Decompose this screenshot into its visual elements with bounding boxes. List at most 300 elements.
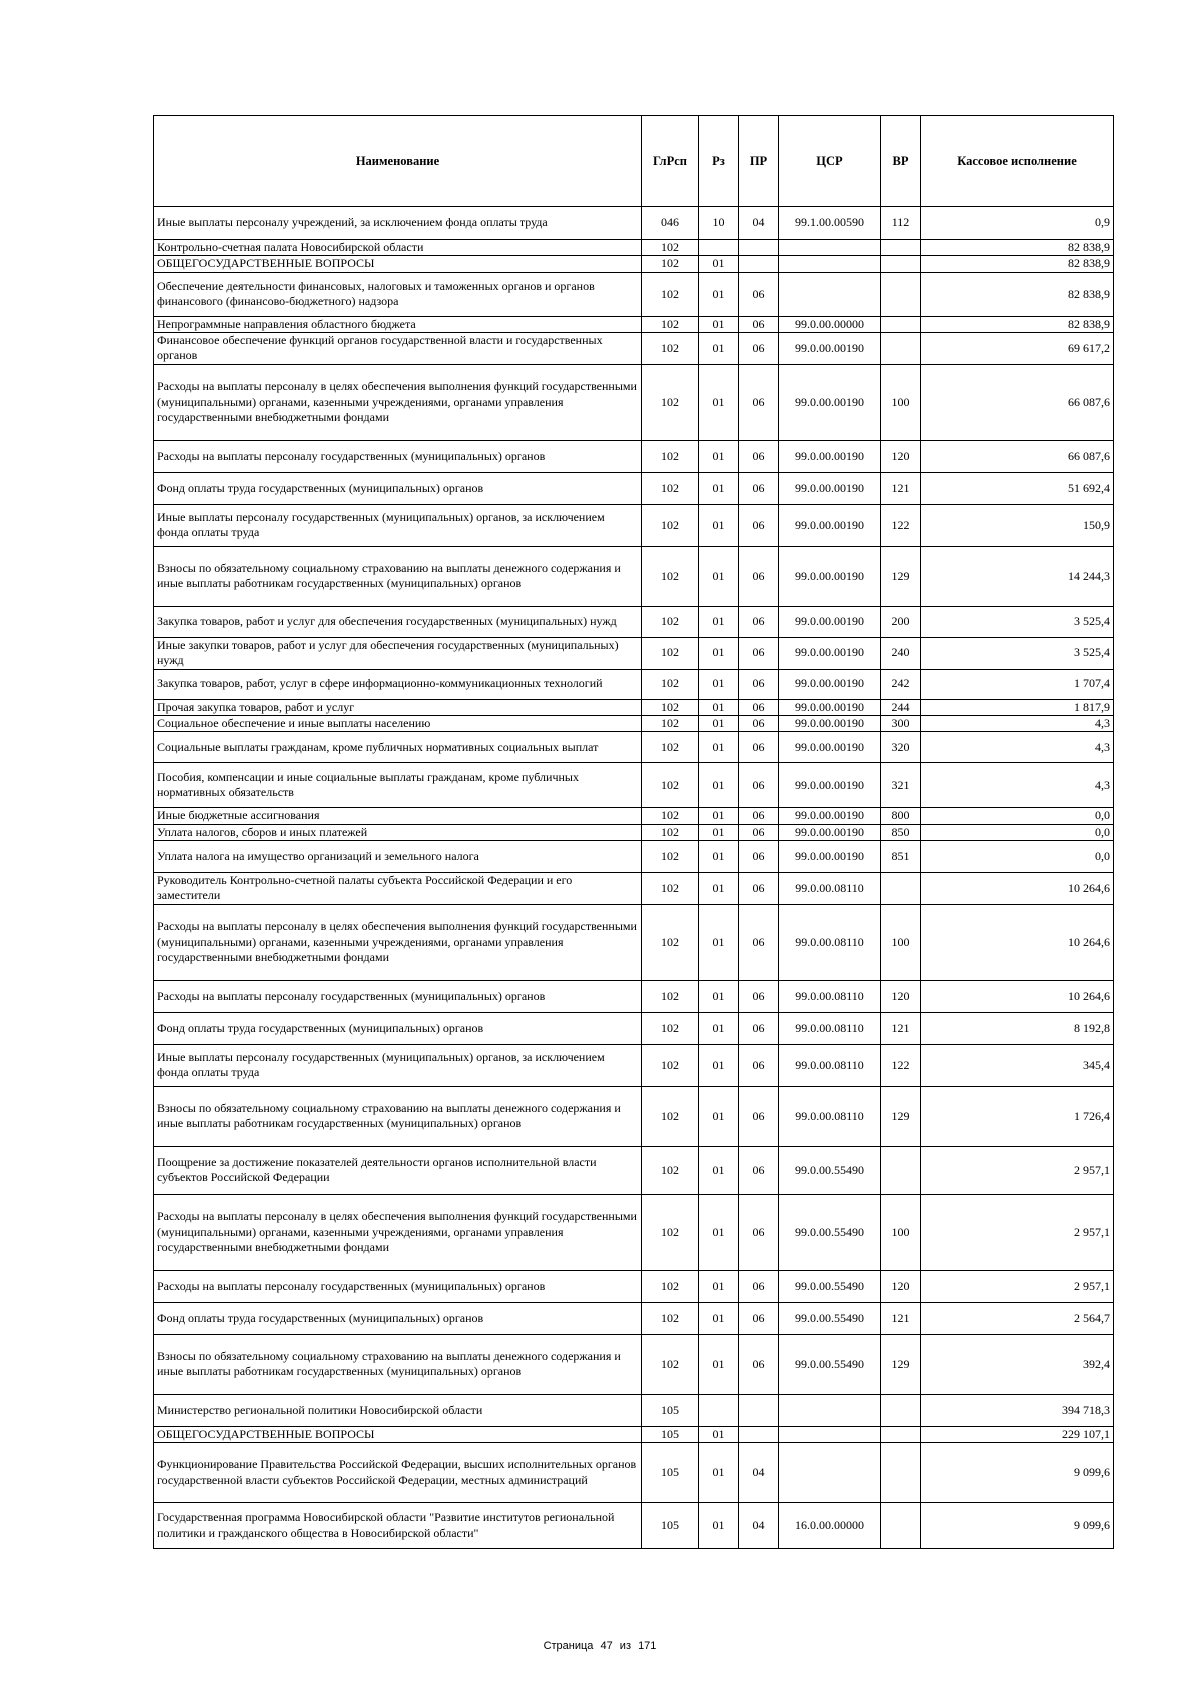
cell-amount: 394 718,3	[921, 1394, 1114, 1426]
cell-name: Расходы на выплаты персоналу государственных (муниципальных) органов	[154, 1270, 642, 1302]
cell-glrsp: 102	[642, 606, 699, 637]
table-row	[154, 872, 1114, 904]
cell-pr: 06	[739, 1086, 779, 1146]
cell-glrsp: 102	[642, 504, 699, 546]
cell-amount: 10 264,6	[921, 980, 1114, 1012]
cell-glrsp: 102	[642, 256, 699, 272]
cell-vr: 321	[881, 763, 921, 808]
cell-name: Взносы по обязательному социальному страхованию на выплаты денежного содержания и иные выплаты работникам государственных (муниципальных) органов	[154, 1086, 642, 1146]
cell-glrsp: 102	[642, 440, 699, 472]
cell-glrsp: 102	[642, 240, 699, 256]
cell-pr: 04	[739, 1443, 779, 1503]
cell-vr: 121	[881, 472, 921, 504]
cell-csr: 99.0.00.00190	[779, 333, 881, 365]
cell-rz: 01	[699, 333, 739, 365]
cell-amount: 2 957,1	[921, 1270, 1114, 1302]
cell-name: Расходы на выплаты персоналу в целях обеспечения выполнения функций государственными (муниципальными) органами, казенными учреждениями, органами управления государственными внебюджетными фондами	[154, 904, 642, 980]
cell-vr: 120	[881, 980, 921, 1012]
cell-vr: 112	[881, 207, 921, 240]
cell-pr: 06	[739, 606, 779, 637]
table-row	[154, 1194, 1114, 1270]
cell-name: Пособия, компенсации и иные социальные выплаты гражданам, кроме публичных нормативных обязательств	[154, 763, 642, 808]
cell-pr	[739, 240, 779, 256]
cell-rz: 01	[699, 272, 739, 316]
cell-csr	[779, 1426, 881, 1442]
cell-vr	[881, 256, 921, 272]
cell-vr	[881, 1503, 921, 1549]
cell-amount: 2 564,7	[921, 1302, 1114, 1334]
cell-rz: 01	[699, 732, 739, 763]
cell-csr: 99.0.00.00190	[779, 504, 881, 546]
cell-vr: 120	[881, 1270, 921, 1302]
cell-amount: 1 707,4	[921, 669, 1114, 699]
cell-amount: 150,9	[921, 504, 1114, 546]
cell-name: Уплата налога на имущество организаций и земельного налога	[154, 840, 642, 872]
cell-vr	[881, 272, 921, 316]
cell-vr	[881, 240, 921, 256]
cell-pr: 04	[739, 1503, 779, 1549]
table-row	[154, 763, 1114, 808]
cell-rz: 01	[699, 1194, 739, 1270]
cell-csr	[779, 1443, 881, 1503]
cell-csr: 99.0.00.00190	[779, 472, 881, 504]
cell-glrsp: 102	[642, 1146, 699, 1194]
table-row	[154, 840, 1114, 872]
cell-csr: 99.0.00.00190	[779, 606, 881, 637]
cell-pr: 06	[739, 732, 779, 763]
cell-csr: 99.0.00.00190	[779, 364, 881, 440]
header-pr: ПР	[739, 116, 779, 207]
cell-pr: 06	[739, 763, 779, 808]
cell-amount: 2 957,1	[921, 1146, 1114, 1194]
cell-amount: 4,3	[921, 763, 1114, 808]
cell-pr: 06	[739, 699, 779, 715]
cell-csr: 99.0.00.00190	[779, 546, 881, 606]
cell-amount: 4,3	[921, 732, 1114, 763]
header-rz: Рз	[699, 116, 739, 207]
table-row	[154, 1012, 1114, 1044]
page-footer	[0, 1640, 1200, 1652]
cell-amount: 3 525,4	[921, 606, 1114, 637]
cell-vr	[881, 1426, 921, 1442]
cell-rz: 01	[699, 669, 739, 699]
cell-glrsp: 102	[642, 1334, 699, 1394]
cell-csr	[779, 256, 881, 272]
cell-amount: 82 838,9	[921, 240, 1114, 256]
cell-glrsp: 102	[642, 715, 699, 731]
cell-name: Расходы на выплаты персоналу государственных (муниципальных) органов	[154, 440, 642, 472]
cell-glrsp: 105	[642, 1394, 699, 1426]
cell-csr	[779, 240, 881, 256]
cell-glrsp: 102	[642, 808, 699, 824]
cell-csr	[779, 272, 881, 316]
cell-vr: 300	[881, 715, 921, 731]
cell-csr: 99.0.00.00190	[779, 715, 881, 731]
cell-glrsp: 105	[642, 1426, 699, 1442]
cell-amount: 392,4	[921, 1334, 1114, 1394]
cell-rz: 01	[699, 808, 739, 824]
cell-amount: 1 817,9	[921, 699, 1114, 715]
table-row	[154, 1503, 1114, 1549]
budget-execution-table	[153, 115, 1114, 1549]
cell-rz: 01	[699, 715, 739, 731]
cell-glrsp: 102	[642, 364, 699, 440]
cell-rz: 01	[699, 980, 739, 1012]
cell-glrsp: 102	[642, 1194, 699, 1270]
cell-amount: 0,0	[921, 824, 1114, 840]
table-row	[154, 440, 1114, 472]
cell-amount: 9 099,6	[921, 1503, 1114, 1549]
cell-amount: 82 838,9	[921, 316, 1114, 332]
cell-name: Финансовое обеспечение функций органов государственной власти и государственных органов	[154, 333, 642, 365]
cell-csr: 99.0.00.00190	[779, 763, 881, 808]
cell-vr: 851	[881, 840, 921, 872]
cell-name: Контрольно-счетная палата Новосибирской области	[154, 240, 642, 256]
cell-pr: 06	[739, 808, 779, 824]
cell-pr: 06	[739, 440, 779, 472]
cell-pr	[739, 1394, 779, 1426]
table-row	[154, 732, 1114, 763]
cell-vr: 129	[881, 1334, 921, 1394]
cell-pr: 06	[739, 1194, 779, 1270]
table-row	[154, 1146, 1114, 1194]
header-amount: Кассовое исполнение	[921, 116, 1114, 207]
table-row	[154, 472, 1114, 504]
cell-glrsp: 102	[642, 980, 699, 1012]
cell-csr: 99.0.00.00190	[779, 637, 881, 669]
cell-name: Иные закупки товаров, работ и услуг для обеспечения государственных (муниципальных) нужд	[154, 637, 642, 669]
cell-vr: 121	[881, 1012, 921, 1044]
table-row	[154, 808, 1114, 824]
cell-csr: 99.0.00.08110	[779, 904, 881, 980]
cell-rz: 01	[699, 840, 739, 872]
footer-label: Страница	[543, 1640, 594, 1652]
cell-glrsp: 102	[642, 472, 699, 504]
cell-amount: 10 264,6	[921, 904, 1114, 980]
cell-name: ОБЩЕГОСУДАРСТВЕННЫЕ ВОПРОСЫ	[154, 256, 642, 272]
cell-pr: 06	[739, 715, 779, 731]
cell-vr	[881, 316, 921, 332]
cell-pr	[739, 256, 779, 272]
cell-rz: 01	[699, 824, 739, 840]
cell-csr: 99.0.00.55490	[779, 1302, 881, 1334]
cell-name: Обеспечение деятельности финансовых, налоговых и таможенных органов и органов финансового (финансово-бюджетного) надзора	[154, 272, 642, 316]
table-row	[154, 606, 1114, 637]
footer-of: из	[619, 1640, 631, 1652]
cell-glrsp: 102	[642, 1302, 699, 1334]
table-row	[154, 272, 1114, 316]
cell-pr: 06	[739, 472, 779, 504]
cell-glrsp: 046	[642, 207, 699, 240]
cell-csr: 99.0.00.08110	[779, 1086, 881, 1146]
table-row	[154, 824, 1114, 840]
cell-rz: 01	[699, 316, 739, 332]
cell-pr: 06	[739, 1044, 779, 1086]
header-glrsp: ГлРсп	[642, 116, 699, 207]
cell-rz: 01	[699, 1302, 739, 1334]
cell-amount: 345,4	[921, 1044, 1114, 1086]
cell-csr: 99.0.00.55490	[779, 1334, 881, 1394]
cell-pr: 06	[739, 316, 779, 332]
table-row	[154, 207, 1114, 240]
cell-amount: 66 087,6	[921, 440, 1114, 472]
header-vr: ВР	[881, 116, 921, 207]
cell-pr: 06	[739, 546, 779, 606]
cell-pr: 06	[739, 872, 779, 904]
cell-vr: 122	[881, 1044, 921, 1086]
cell-rz: 01	[699, 872, 739, 904]
cell-rz	[699, 1394, 739, 1426]
cell-glrsp: 102	[642, 840, 699, 872]
cell-name: Расходы на выплаты персоналу в целях обеспечения выполнения функций государственными (муниципальными) органами, казенными учреждениями, органами управления государственными внебюджетными фондами	[154, 1194, 642, 1270]
cell-glrsp: 102	[642, 872, 699, 904]
cell-pr: 04	[739, 207, 779, 240]
table-row	[154, 240, 1114, 256]
cell-rz: 01	[699, 472, 739, 504]
cell-rz: 01	[699, 364, 739, 440]
cell-rz: 01	[699, 904, 739, 980]
cell-rz: 01	[699, 763, 739, 808]
cell-name: Закупка товаров, работ, услуг в сфере информационно-коммуникационных технологий	[154, 669, 642, 699]
cell-vr: 200	[881, 606, 921, 637]
cell-glrsp: 102	[642, 699, 699, 715]
cell-pr: 06	[739, 1270, 779, 1302]
cell-csr: 99.0.00.08110	[779, 1044, 881, 1086]
cell-pr: 06	[739, 904, 779, 980]
cell-rz	[699, 240, 739, 256]
cell-csr: 99.0.00.55490	[779, 1194, 881, 1270]
cell-csr: 99.0.00.00190	[779, 699, 881, 715]
cell-glrsp: 102	[642, 1086, 699, 1146]
cell-glrsp: 102	[642, 637, 699, 669]
cell-pr: 06	[739, 504, 779, 546]
cell-vr: 850	[881, 824, 921, 840]
cell-csr: 16.0.00.00000	[779, 1503, 881, 1549]
table-row	[154, 699, 1114, 715]
cell-rz: 01	[699, 637, 739, 669]
cell-amount: 10 264,6	[921, 872, 1114, 904]
cell-name: Социальное обеспечение и иные выплаты населению	[154, 715, 642, 731]
cell-amount: 0,9	[921, 207, 1114, 240]
cell-name: Фонд оплаты труда государственных (муниципальных) органов	[154, 472, 642, 504]
cell-name: Уплата налогов, сборов и иных платежей	[154, 824, 642, 840]
cell-vr: 800	[881, 808, 921, 824]
table-body	[154, 207, 1114, 1549]
cell-csr: 99.0.00.00190	[779, 824, 881, 840]
header-csr: ЦСР	[779, 116, 881, 207]
cell-rz: 01	[699, 1044, 739, 1086]
cell-amount: 3 525,4	[921, 637, 1114, 669]
cell-vr: 121	[881, 1302, 921, 1334]
table-row	[154, 1302, 1114, 1334]
cell-vr	[881, 1443, 921, 1503]
table-row	[154, 256, 1114, 272]
cell-vr: 240	[881, 637, 921, 669]
cell-amount: 8 192,8	[921, 1012, 1114, 1044]
cell-amount: 9 099,6	[921, 1443, 1114, 1503]
cell-amount: 4,3	[921, 715, 1114, 731]
footer-page-number: 47	[600, 1640, 613, 1652]
cell-name: ОБЩЕГОСУДАРСТВЕННЫЕ ВОПРОСЫ	[154, 1426, 642, 1442]
cell-csr: 99.0.00.00190	[779, 732, 881, 763]
cell-name: Прочая закупка товаров, работ и услуг	[154, 699, 642, 715]
cell-csr: 99.1.00.00590	[779, 207, 881, 240]
cell-vr: 129	[881, 1086, 921, 1146]
cell-name: Иные бюджетные ассигнования	[154, 808, 642, 824]
cell-vr	[881, 1394, 921, 1426]
cell-amount: 1 726,4	[921, 1086, 1114, 1146]
cell-csr: 99.0.00.08110	[779, 1012, 881, 1044]
cell-rz: 01	[699, 1012, 739, 1044]
cell-name: Функционирование Правительства Российской Федерации, высших исполнительных органов государственной власти субъектов Российской Федерации, местных администраций	[154, 1443, 642, 1503]
table-row	[154, 504, 1114, 546]
cell-amount: 51 692,4	[921, 472, 1114, 504]
table-row	[154, 364, 1114, 440]
cell-name: Иные выплаты персоналу учреждений, за исключением фонда оплаты труда	[154, 207, 642, 240]
cell-csr: 99.0.00.55490	[779, 1270, 881, 1302]
header-name: Наименование	[154, 116, 642, 207]
cell-pr: 06	[739, 272, 779, 316]
cell-rz: 01	[699, 606, 739, 637]
cell-amount: 0,0	[921, 808, 1114, 824]
cell-rz: 01	[699, 256, 739, 272]
cell-pr: 06	[739, 1012, 779, 1044]
cell-name: Иные выплаты персоналу государственных (муниципальных) органов, за исключением фонда оплаты труда	[154, 504, 642, 546]
cell-csr: 99.0.00.00190	[779, 840, 881, 872]
table-row	[154, 316, 1114, 332]
cell-rz: 01	[699, 1086, 739, 1146]
table-row	[154, 1044, 1114, 1086]
table-row	[154, 1270, 1114, 1302]
cell-pr: 06	[739, 840, 779, 872]
cell-pr: 06	[739, 637, 779, 669]
cell-vr: 120	[881, 440, 921, 472]
cell-vr: 242	[881, 669, 921, 699]
cell-vr: 122	[881, 504, 921, 546]
table-row	[154, 1394, 1114, 1426]
cell-csr: 99.0.00.00190	[779, 669, 881, 699]
cell-glrsp: 105	[642, 1503, 699, 1549]
cell-glrsp: 102	[642, 333, 699, 365]
cell-name: Государственная программа Новосибирской области "Развитие институтов региональной политики и гражданского общества в Новосибирской области"	[154, 1503, 642, 1549]
cell-rz: 01	[699, 1146, 739, 1194]
cell-pr: 06	[739, 333, 779, 365]
table-row	[154, 980, 1114, 1012]
cell-vr: 320	[881, 732, 921, 763]
cell-glrsp: 102	[642, 1012, 699, 1044]
cell-pr	[739, 1426, 779, 1442]
cell-amount: 82 838,9	[921, 256, 1114, 272]
cell-rz: 01	[699, 1334, 739, 1394]
cell-name: Министерство региональной политики Новосибирской области	[154, 1394, 642, 1426]
footer-total-pages: 171	[638, 1640, 657, 1652]
cell-name: Непрограммные направления областного бюджета	[154, 316, 642, 332]
table-row	[154, 333, 1114, 365]
cell-name: Расходы на выплаты персоналу государственных (муниципальных) органов	[154, 980, 642, 1012]
cell-name: Руководитель Контрольно-счетной палаты субъекта Российской Федерации и его заместители	[154, 872, 642, 904]
cell-rz: 01	[699, 1503, 739, 1549]
cell-vr	[881, 872, 921, 904]
cell-name: Фонд оплаты труда государственных (муниципальных) органов	[154, 1012, 642, 1044]
cell-pr: 06	[739, 980, 779, 1012]
cell-name: Фонд оплаты труда государственных (муниципальных) органов	[154, 1302, 642, 1334]
cell-amount: 82 838,9	[921, 272, 1114, 316]
cell-glrsp: 102	[642, 824, 699, 840]
cell-vr: 100	[881, 364, 921, 440]
cell-name: Взносы по обязательному социальному страхованию на выплаты денежного содержания и иные выплаты работникам государственных (муниципальных) органов	[154, 1334, 642, 1394]
cell-rz: 01	[699, 1270, 739, 1302]
cell-vr	[881, 333, 921, 365]
cell-csr: 99.0.00.00190	[779, 440, 881, 472]
cell-pr: 06	[739, 669, 779, 699]
cell-csr: 99.0.00.00000	[779, 316, 881, 332]
cell-csr: 99.0.00.08110	[779, 872, 881, 904]
cell-name: Закупка товаров, работ и услуг для обеспечения государственных (муниципальных) нужд	[154, 606, 642, 637]
table-row	[154, 1086, 1114, 1146]
cell-glrsp: 102	[642, 272, 699, 316]
cell-glrsp: 102	[642, 546, 699, 606]
cell-name: Иные выплаты персоналу государственных (муниципальных) органов, за исключением фонда оплаты труда	[154, 1044, 642, 1086]
cell-name: Расходы на выплаты персоналу в целях обеспечения выполнения функций государственными (муниципальными) органами, казенными учреждениями, органами управления государственными внебюджетными фондами	[154, 364, 642, 440]
cell-vr: 244	[881, 699, 921, 715]
cell-name: Взносы по обязательному социальному страхованию на выплаты денежного содержания и иные выплаты работникам государственных (муниципальных) органов	[154, 546, 642, 606]
cell-glrsp: 102	[642, 763, 699, 808]
cell-vr	[881, 1146, 921, 1194]
cell-rz: 01	[699, 699, 739, 715]
cell-pr: 06	[739, 824, 779, 840]
cell-pr: 06	[739, 1302, 779, 1334]
report-sheet	[153, 115, 1113, 1549]
table-row	[154, 1334, 1114, 1394]
cell-rz: 01	[699, 440, 739, 472]
cell-amount: 0,0	[921, 840, 1114, 872]
cell-rz: 10	[699, 207, 739, 240]
cell-amount: 69 617,2	[921, 333, 1114, 365]
table-row	[154, 715, 1114, 731]
cell-name: Социальные выплаты гражданам, кроме публичных нормативных социальных выплат	[154, 732, 642, 763]
cell-csr: 99.0.00.08110	[779, 980, 881, 1012]
cell-rz: 01	[699, 504, 739, 546]
cell-csr: 99.0.00.55490	[779, 1146, 881, 1194]
table-row	[154, 637, 1114, 669]
cell-rz: 01	[699, 546, 739, 606]
table-row	[154, 904, 1114, 980]
cell-vr: 100	[881, 904, 921, 980]
cell-glrsp: 105	[642, 1443, 699, 1503]
cell-amount: 229 107,1	[921, 1426, 1114, 1442]
table-row	[154, 1426, 1114, 1442]
cell-pr: 06	[739, 1146, 779, 1194]
cell-glrsp: 102	[642, 1044, 699, 1086]
cell-pr: 06	[739, 364, 779, 440]
cell-glrsp: 102	[642, 732, 699, 763]
cell-rz: 01	[699, 1426, 739, 1442]
cell-glrsp: 102	[642, 1270, 699, 1302]
cell-amount: 66 087,6	[921, 364, 1114, 440]
cell-vr: 100	[881, 1194, 921, 1270]
cell-csr	[779, 1394, 881, 1426]
table-row	[154, 546, 1114, 606]
cell-rz: 01	[699, 1443, 739, 1503]
cell-name: Поощрение за достижение показателей деятельности органов исполнительной власти субъектов Российской Федерации	[154, 1146, 642, 1194]
cell-csr: 99.0.00.00190	[779, 808, 881, 824]
cell-amount: 2 957,1	[921, 1194, 1114, 1270]
cell-vr: 129	[881, 546, 921, 606]
table-row	[154, 669, 1114, 699]
cell-amount: 14 244,3	[921, 546, 1114, 606]
cell-pr: 06	[739, 1334, 779, 1394]
cell-glrsp: 102	[642, 316, 699, 332]
